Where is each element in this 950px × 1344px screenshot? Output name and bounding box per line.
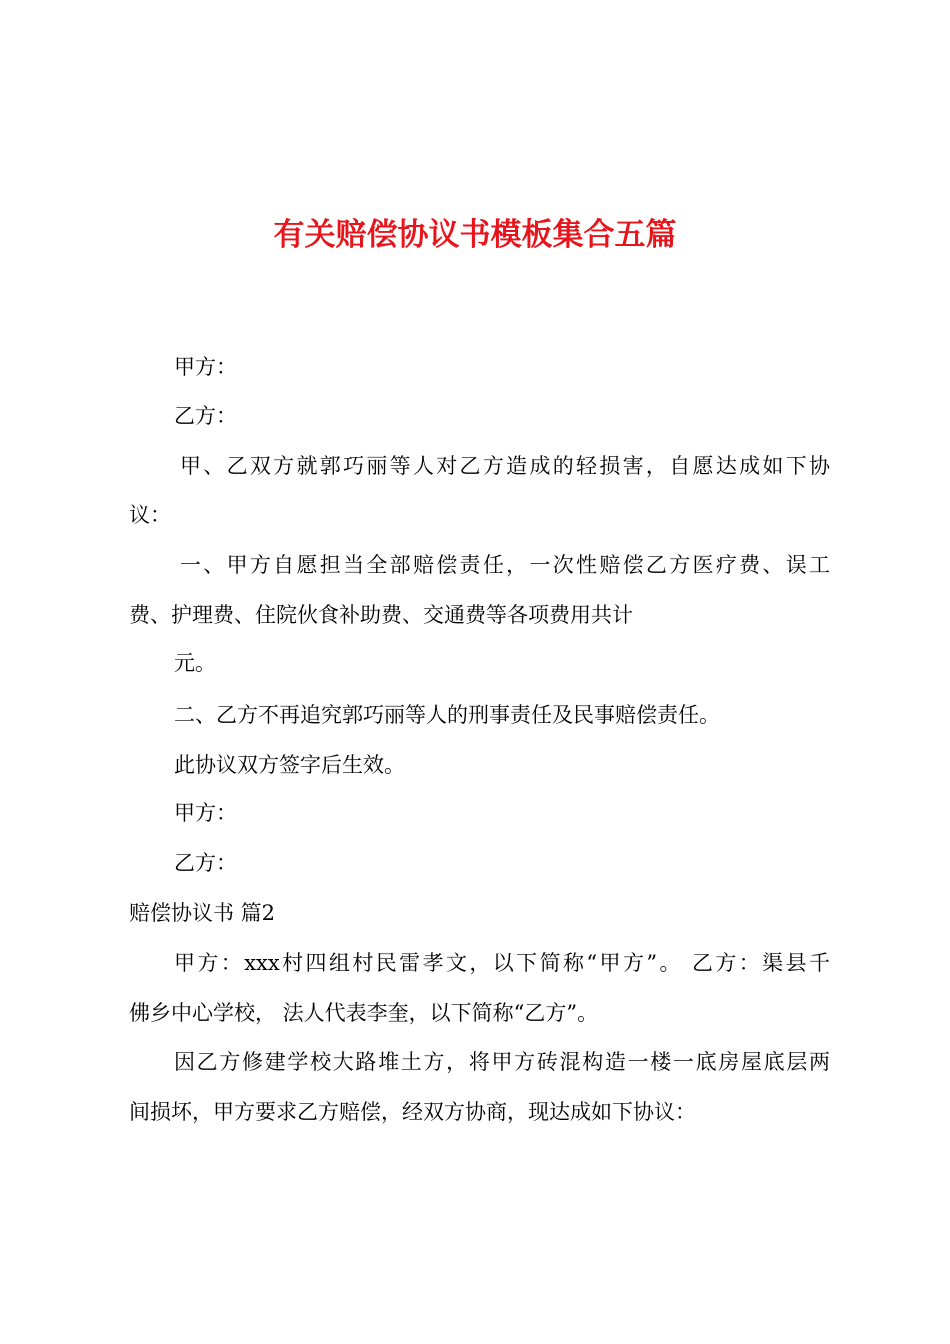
paragraph-line: 此协议双方签字后生效。 (174, 753, 405, 777)
paragraph-line: 间损坏，甲方要求乙方赔偿，经双方协商，现达成如下协议： (129, 1100, 696, 1124)
party-b-signature-label: 乙方： (174, 851, 237, 875)
paragraph-line: 元。 (174, 651, 216, 675)
paragraph-line: 一、甲方自愿担当全部赔偿责任，一次性赔偿乙方医疗费、误工 (180, 553, 830, 577)
section-heading: 赔偿协议书 篇2 (129, 901, 276, 925)
paragraph-line: 费、护理费、住院伙食补助费、交通费等各项费用共计 (129, 603, 633, 627)
document-title: 有关赔偿协议书模板集合五篇 (273, 217, 677, 253)
paragraph-line: 甲方：xxx村四组村民雷孝文，以下简称“甲方”。 乙方：渠县千 (174, 951, 830, 975)
party-b-label: 乙方： (174, 404, 237, 428)
paragraph-line: 议： (129, 503, 171, 527)
party-a-label: 甲方： (174, 355, 237, 379)
paragraph-line: 二、乙方不再追究郭巧丽等人的刑事责任及民事赔偿责任。 (174, 703, 720, 727)
paragraph-line: 佛乡中心学校， 法人代表李奎，以下简称“乙方”。 (129, 1001, 599, 1025)
paragraph-line: 因乙方修建学校大路堆土方，将甲方砖混构造一楼一底房屋底层两 (174, 1050, 830, 1074)
party-a-signature-label: 甲方： (174, 801, 237, 825)
paragraph-line: 甲、乙双方就郭巧丽等人对乙方造成的轻损害，自愿达成如下协 (180, 454, 830, 478)
